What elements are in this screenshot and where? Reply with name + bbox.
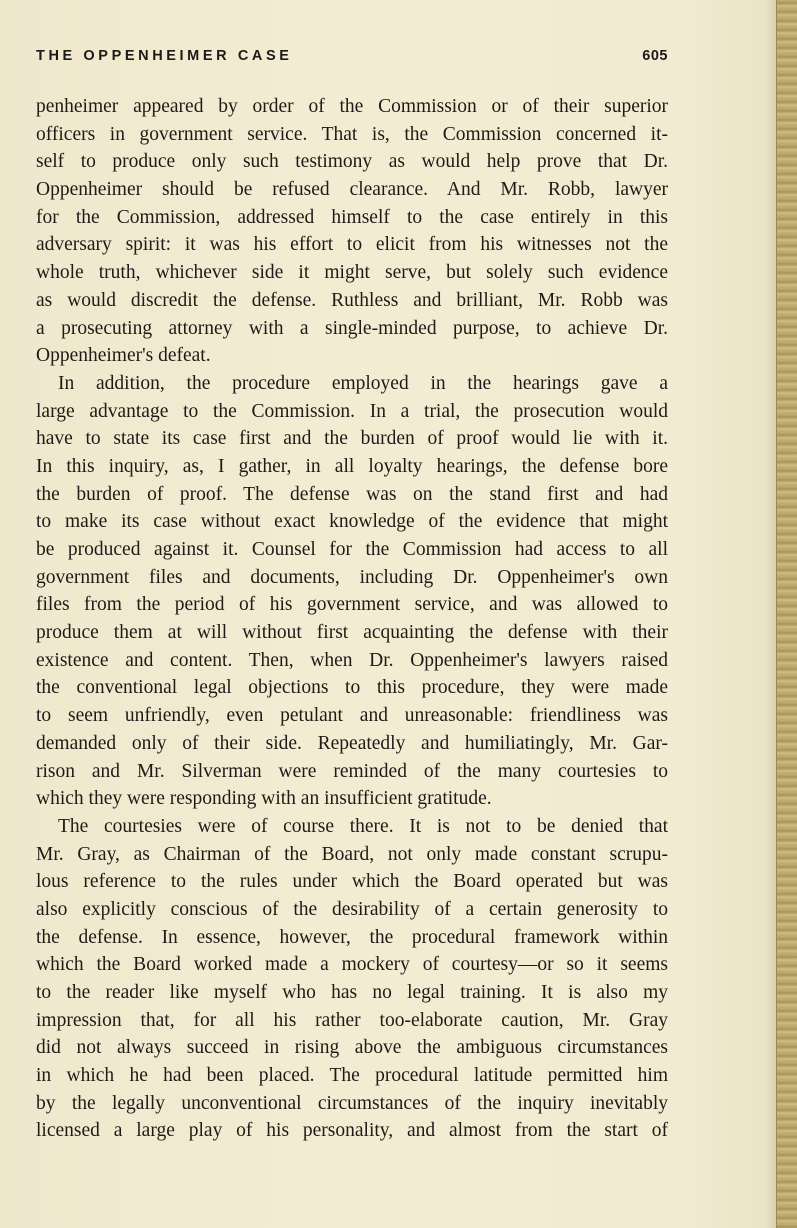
- text-line: the conventional legal objections to this procedure, they were made: [36, 677, 668, 699]
- text-line: which the Board worked made a mockery of courtesy—or so it seems: [36, 954, 668, 976]
- text-line: officers in government service. That is, the Commission concerned it-: [36, 123, 668, 145]
- text-line: penheimer appeared by order of the Commission or of their superior: [36, 96, 668, 117]
- text-line: by the legally unconventional circumstances of the inquiry inevitably: [36, 1092, 668, 1114]
- text-line: impression that, for all his rather too-elaborate caution, Mr. Gray: [36, 1009, 668, 1031]
- text-line: which they were responding with an insufficient gratitude.: [36, 788, 492, 810]
- text-line: have to state its case first and the burden of proof would lie with it.: [36, 428, 668, 450]
- text-line: the burden of proof. The defense was on the stand first and had: [36, 483, 668, 505]
- text-line: lous reference to the rules under which the Board operated but was: [36, 871, 668, 893]
- page-number: 605: [642, 48, 668, 64]
- text-line: as would discredit the defense. Ruthless and brilliant, Mr. Robb was: [36, 289, 668, 311]
- text-line: existence and content. Then, when Dr. Oppenheimer's lawyers raised: [36, 649, 668, 671]
- text-line: to make its case without exact knowledge of the evidence that might: [36, 511, 668, 533]
- text-line: also explicitly conscious of the desirability of a certain generosity to: [36, 898, 668, 920]
- book-spine-edge: [776, 0, 797, 1228]
- text-line: the defense. In essence, however, the procedural framework within: [36, 926, 668, 948]
- text-line: in which he had been placed. The procedural latitude permitted him: [36, 1065, 668, 1087]
- text-line: produce them at will without first acquainting the defense with their: [36, 622, 668, 644]
- text-line: to the reader like myself who has no legal training. It is also my: [36, 982, 668, 1003]
- text-line: In this inquiry, as, I gather, in all loyalty hearings, the defense bore: [36, 455, 668, 477]
- body-text: [36, 93, 668, 1145]
- text-line: government files and documents, including Dr. Oppenheimer's own: [36, 566, 668, 588]
- text-line: rison and Mr. Silverman were reminded of the many courtesies to: [36, 760, 668, 782]
- running-head-title: THE OPPENHEIMER CASE: [36, 48, 293, 64]
- text-line: In addition, the procedure employed in the hearings gave a: [58, 372, 668, 394]
- text-line: to seem unfriendly, even petulant and unreasonable: friendliness was: [36, 705, 668, 727]
- text-line: large advantage to the Commission. In a trial, the prosecution would: [36, 400, 668, 422]
- text-line: files from the period of his government service, and was allowed to: [36, 594, 668, 616]
- text-line: self to produce only such testimony as would help prove that Dr.: [36, 151, 668, 173]
- text-line: The courtesies were of course there. It is not to be denied that: [58, 815, 668, 837]
- text-line: a prosecuting attorney with a single-minded purpose, to achieve Dr.: [36, 317, 668, 339]
- text-line: whole truth, whichever side it might serve, but solely such evidence: [36, 262, 668, 284]
- text-line: adversary spirit: it was his effort to elicit from his witnesses not the: [36, 234, 668, 256]
- text-line: licensed a large play of his personality, and almost from the start of: [36, 1120, 668, 1142]
- text-line: Oppenheimer's defeat.: [36, 345, 211, 367]
- running-head: [36, 48, 668, 70]
- text-line: Mr. Gray, as Chairman of the Board, not only made constant scrupu-: [36, 843, 668, 865]
- text-line: for the Commission, addressed himself to the case entirely in this: [36, 206, 668, 228]
- text-line: did not always succeed in rising above the ambiguous circumstances: [36, 1037, 668, 1059]
- text-line: Oppenheimer should be refused clearance. And Mr. Robb, lawyer: [36, 179, 668, 201]
- text-line: be produced against it. Counsel for the Commission had access to all: [36, 539, 668, 560]
- text-line: demanded only of their side. Repeatedly and humiliatingly, Mr. Gar-: [36, 732, 668, 754]
